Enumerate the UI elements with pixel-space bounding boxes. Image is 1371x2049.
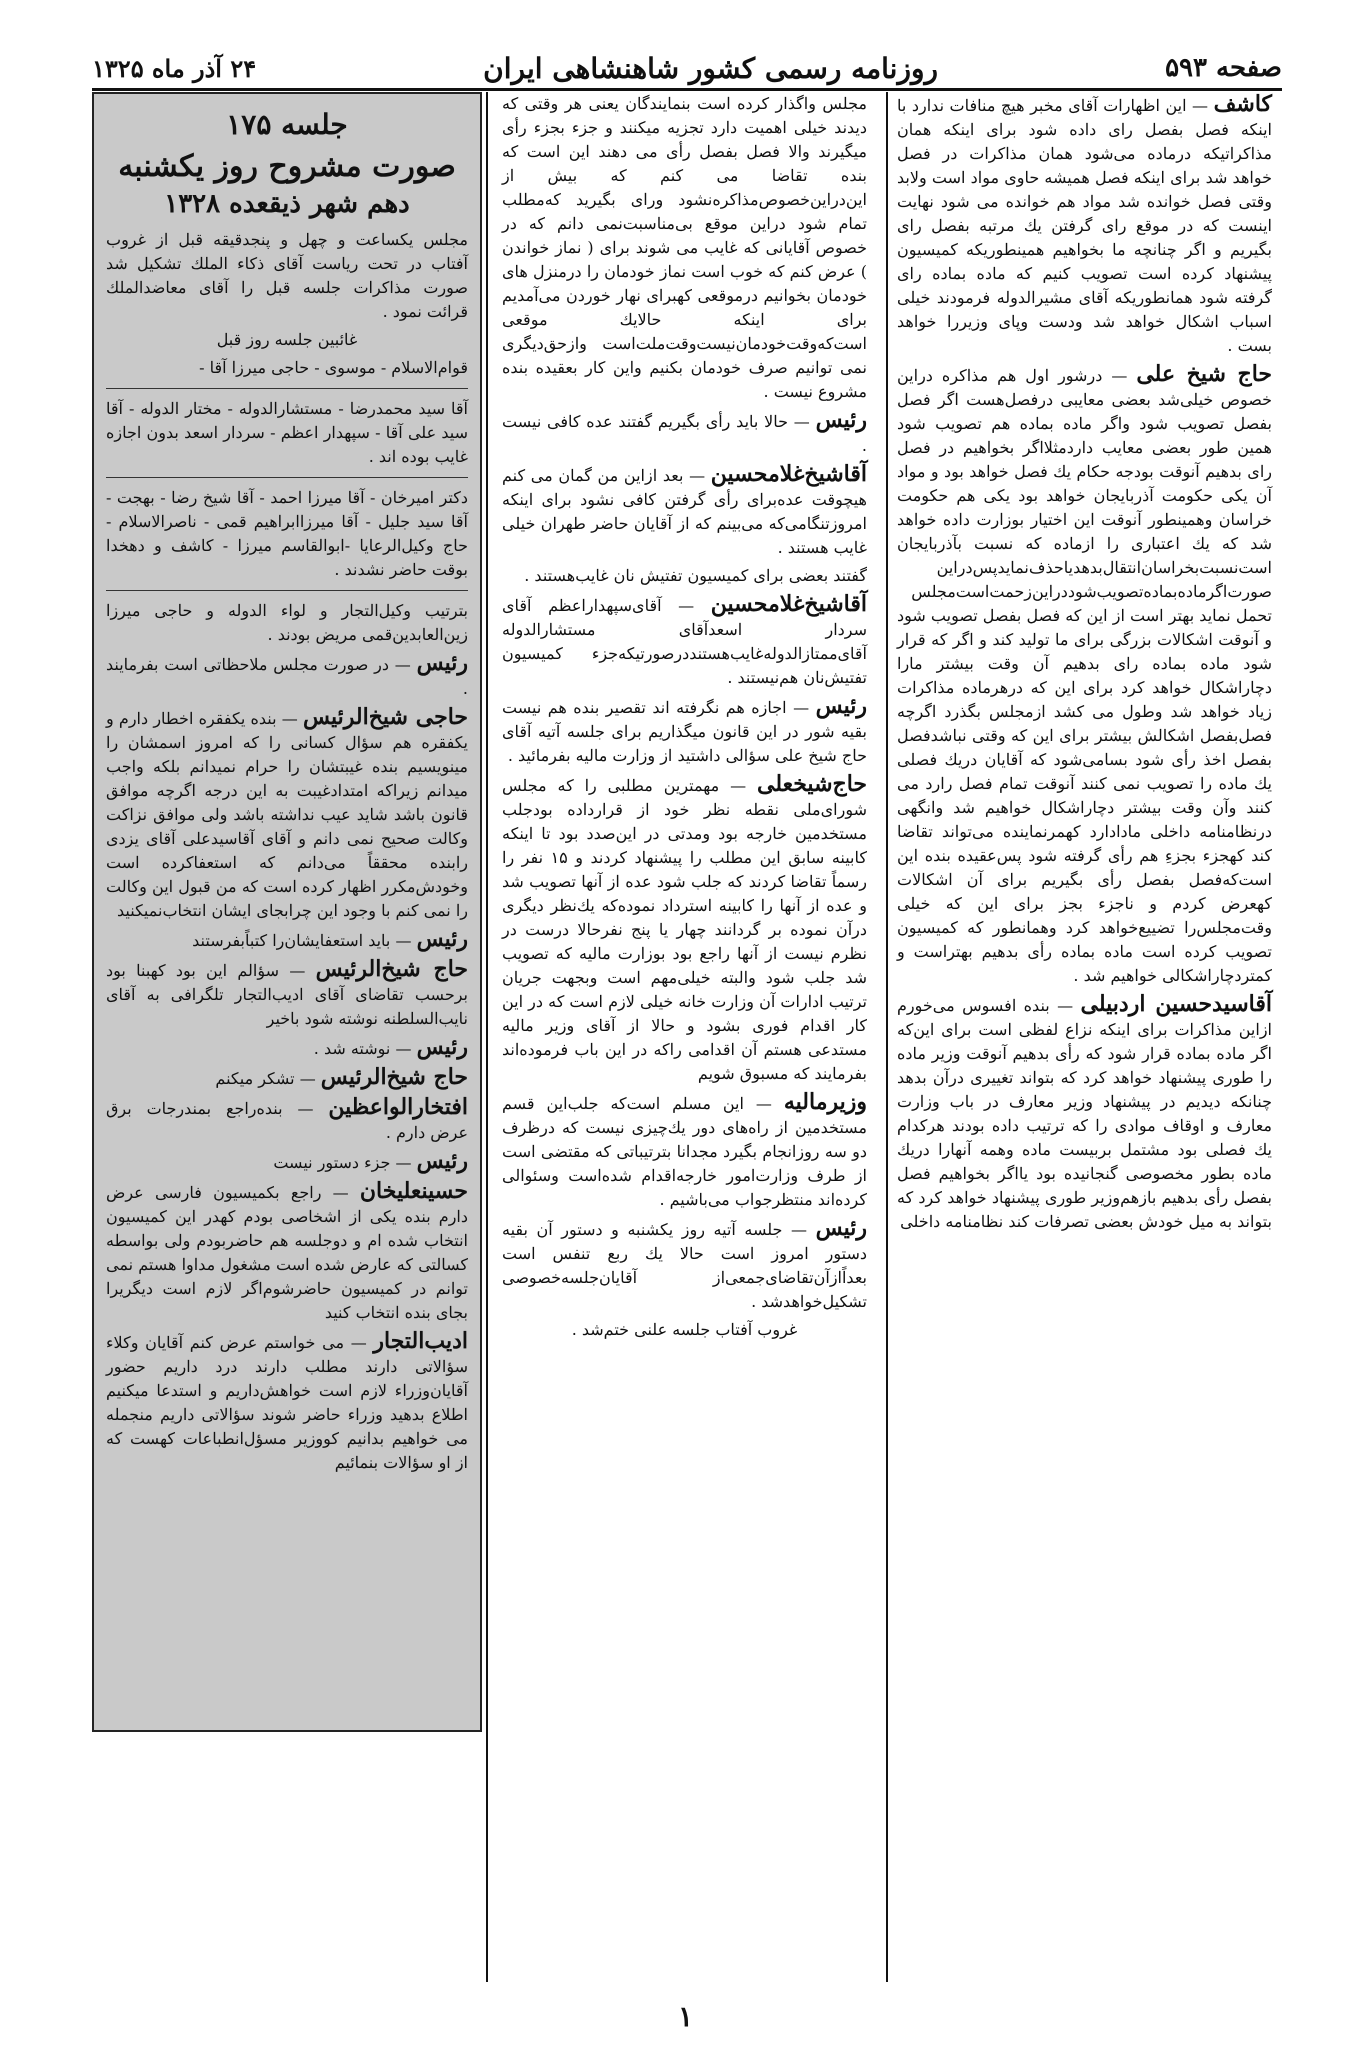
- middle-column: [492, 92, 877, 1982]
- paragraph: [502, 592, 867, 690]
- paragraph: [106, 1149, 468, 1175]
- columns: [92, 92, 1282, 1982]
- paragraph: [106, 927, 468, 953]
- speaker-name: رئیس: [815, 407, 867, 433]
- paragraph: مجلس واگذار کرده است بنمایندگان یعنی هر وقتی که دیدند خیلی اهمیت دارد تجزیه میکنند و جزء بجزء رأی میگیرند والا فصل بفصل رأی می دهند این است که بنده تقاضا می کنم که بیش از این‌دراین‌خصوص‌مذاکره‌نشود ورای بگیرید که‌مطلب تمام شود دراین موقع بی‌مناسبت‌نمی دانم که در خصوص آقایانی که غایب می شوند برای ( نماز خواندن ) عرض کنم که خوب است نماز خودمان را درمنزل های خودمان بخوانیم درموقعی کهبرای نهار خوردن می‌آمدیم برای اینکه حالایك موقعی است‌که‌وقت‌خودمان‌نیست‌وقت‌ملت‌است وازحق‌دیگری نمی توانیم صرف خودمان بکنیم واین کار بعقیده بنده مشروع نیست .: [502, 94, 868, 401]
- speaker-name: حسینعلیخان: [359, 1178, 468, 1204]
- session-number: جلسه ۱۷۵: [226, 108, 348, 141]
- issue-date: ۲۴ آذر ماه ۱۳۲۵: [92, 53, 257, 83]
- paragraph: [897, 362, 1272, 988]
- paragraph: [106, 651, 468, 701]
- speech-text: — جلسه آتیه روز یکشنبه و دستور آن بقیه دستور امروز است حالا یك ربع تنفس است بعداًازآن‌تقاضای‌جمعی‌از آقایان‌جلسه‌خصوصی تشکیل‌خواهدشد .: [502, 1220, 867, 1311]
- speech-text: — در صورت مجلس ملاحظاتی است بفرمایند .: [106, 655, 468, 698]
- speaker-name: حاجی شیخ‌الرئیس: [302, 704, 469, 730]
- absent-list: قوام‌الاسلام - موسوی - حاجی میرزا آقا -: [199, 358, 468, 377]
- speaker-name: حاج شیخ‌الرئیس: [320, 1064, 468, 1090]
- divider: [106, 477, 468, 478]
- paragraph: [502, 772, 867, 1086]
- speech-text: — درشور اول هم مذاکره دراین خصوص خیلی‌شد بعضی معایبی درفصل‌هست اگر فصل بفصل تصویب شود واگر ماده بماده هم تصویب شود همین طور بعضی معایب داردمثلااگر بخواهیم در فصل رای بدهیم آنوقت بودجه حکام یك فصل خواهد بود و مواد آن یکی حکومت آذربایجان خواهد بود یکی هم حکومت خراسان وهمینطور آنوقت این اختیار بوزارت داده خواهد شد که یك اعتباری را ازماده که نسبت بآذربایجان است‌نسبت‌بخراسان‌انتقال‌بدهدیاحذف‌نماید‌پس‌دراین صورت‌اگرماده‌بماده‌تصویب‌شوددراین‌زحمت‌است‌مجلس تحمل نماید بهتر است از این که فصل بفصل تصویب شود و آنوقت اشکالات بزرگی برای ما تولید کند و اگر که قرار شود ماده بماده رای بدهیم آن وقت بیشتر مارا دچاراشکال خواهد کرد برای این که درهرماده مذاکرات زیاد خواهد شد وطول می کشد ازمجلس بگذرد اگرچه فصل‌بفصل اشکالش بیشتر برای این که وقتی نباشدفصل بفصل اخذ رأی شود بسامی‌شود که آقایان دریك فصلی یك ماده را تصویب نمی کنند آنوقت تمام فصل رارد می کنند وآن وقت بیشتر دچاراشکال خواهیم شد وانگهی درنظامنامه داخلی مادادارد کهمرنماینده می‌تواند تقاضا کند کهجزء بجزءِ هم رأی گرفته شود پس‌عقیده بنده این است‌که‌فصل بفصل رأی بگیریم برای آن اشکالات کهعرض کردم و ناجزء بجز برای این که خیلی وقت‌مجلس‌را تضییع‌خواهد کرد وهمانطور که کمیسیون تصویب کرده است ماده بماده رأی بدهیم بهتراست و کمتردچاراشکالی خواهیم شد .: [897, 366, 1272, 985]
- paragraph: [897, 92, 1272, 358]
- paragraph: [502, 408, 867, 458]
- speaker-name: افتخارالواعظین: [328, 1094, 469, 1120]
- session-date: دهم شهر ذیقعده ۱۳۲۸: [164, 189, 410, 219]
- speech-text: — راجع بکمیسیون فارسی عرض دارم بنده یکی از اشخاصی بودم کهدر این کمیسیون انتخاب شده ام و دوجلسه هم حاضربودم ولی بواسطه کسالتی که عارض شده است مشغول مداوا هستم نمی توانم در کمیسیون حاضرشوم‌اگر لازم است دیگریرا بجای بنده انتخاب کنید: [106, 1183, 468, 1322]
- paragraph: [106, 1179, 468, 1325]
- speaker-name: آقاشیخ‌غلامحسین: [710, 461, 867, 487]
- speaker-name: آقاسیدحسین اردبیلی: [1080, 991, 1273, 1017]
- speaker-name: ادیب‌التجار: [373, 1328, 468, 1354]
- speaker-name: رئیس: [416, 926, 468, 952]
- speaker-name: رئیس: [416, 1034, 468, 1060]
- speech-text: — بعد ازاین من گمان می کنم هیچوقت عده‌برای رأی گرفتن کافی نشود برای اینکه امروزتنگامی‌که می‌بینم که از آقایان حاضر طهران خیلی غایب هستند .: [502, 466, 867, 557]
- session-end-note: غروب آفتاب جلسه علنی ختم‌شد .: [571, 1320, 798, 1339]
- paragraph: گفتند بعضی برای کمیسیون تفتیش نان غایب‌هستند .: [524, 566, 867, 585]
- speech-text: — حالا باید رأی بگیریم گفتند عده کافی نیست .: [502, 412, 867, 455]
- paragraph: [106, 957, 468, 1031]
- speaker-name: حاج شیخ‌الرئیس: [315, 956, 469, 982]
- speaker-name: حاج‌شیخعلی: [757, 771, 868, 797]
- session-intro: مجلس یکساعت و چهل و پنجدقیقه قبل از غروب آفتاب در تحت ریاست آقای ذکاء الملك تشکیل شد صورت مذاکرات جلسه قبل را آقای معاضدالملك قرائت نمود .: [106, 230, 468, 321]
- absent-list: دکتر امیرخان - آقا میرزا احمد - آقا شیخ رضا - بهجت - آقا سید جلیل - آقا میرزاابراهیم قمی - ناصرالاسلام - حاج وکیل‌الرعایا -ابوالقاسم میرزا - کاشف و دهخدا بوقت حاضر نشدند .: [106, 488, 468, 579]
- speech-text: — این اظهارات آقای مخبر هیچ منافات ندارد با اینکه فصل بفصل رای داده شود برای اینکه همان مذاکراتیکه درماده می‌شود همان مذاکرات در فصل خواهد شد برای اینکه فصل همیشه حاوی مواد است ولابد وقتی فصل خوانده شد مواد هم خوانده می شود نهایت اینست که در موقع رای گرفتن یك مرتبه بفصل رای بگیریم و اگر چنانچه ما بخواهیم همینطوریکه کمیسیون پیشنهاد کرده است تصویب کنیم که ماده بماده رای گرفته شود همانطوریکه آقای مشیرالدوله فرمودند خیلی اسباب اشکال خواهد شد ودست وپای وزیررا خواهد بست .: [897, 96, 1272, 355]
- speaker-name: حاج شیخ علی: [1136, 361, 1273, 387]
- speech-text: — جزء دستور نیست: [273, 1153, 412, 1172]
- speech-text: — این مسلم است‌که جلب‌این قسم مستخدمین از راه‌های دور یك‌چیزی نیست که درظرف دو سه روزانجام بگیرد مجدانا بترتیباتی که مقتضی است از طرف وزارت‌امور خارجه‌اقدام شده‌است وسئوالی کرده‌اند منتظرجواب می‌باشیم .: [502, 1094, 867, 1209]
- page-number: ۱: [677, 2000, 694, 2033]
- speech-text: — تشکر میکنم: [215, 1069, 316, 1088]
- speaker-name: رئیس: [815, 693, 867, 719]
- speaker-name: کاشف: [1213, 92, 1272, 117]
- paragraph: [897, 992, 1272, 1234]
- speech-text: — سؤالم این بود کهبنا بود برحسب تقاضای آقای ادیب‌التجار تلگرافی به آقای نایب‌السلطنه نوشته شود باخیر: [106, 961, 468, 1028]
- speaker-name: رئیس: [416, 1148, 468, 1174]
- paragraph: [106, 1095, 468, 1145]
- paragraph: [502, 462, 867, 560]
- speech-text: — باید استعفایشان‌را کتباً‌بفرستند: [192, 931, 412, 950]
- speech-text: — می خواستم عرض کنم آقایان وکلاء سؤالاتی دارند مطلب دارند درد داریم حضور آقایان‌وزراء لازم است خواهش‌داریم و استدعا میکنیم اطلاع بدهید وزراء حاضر شوند سؤالاتی داریم منجمله می خواهیم بدانیم کووزیر مسؤل‌انطباعات کهست که از او سؤالات بنمائیم: [106, 1333, 468, 1472]
- speech-text: — بنده افسوس می‌خورم ازاین مذاکرات برای اینکه نزاع لفظی است برای این‌که اگر ماده بماده قرار شود که رأی بدهیم آنوقت وزیر ماده را طوری پیشنهاد خواهد کرد که بتواند تغییری درآن بدهد چنانکه دیدیم در پیشنهاد وزیر معارف در باب وزارت معارف و اوقاف موادی را که ترتیب داده بودند هرکدام یك فصلی بود مشتمل بربیست ماده وهمه آنهارا دریك ماده بطور مخصوصی گنجانیده بود یااگر بخواهیم فصل بفصل رأی بدهیم بازهم‌وزیر طوری پیشنهاد خواهد کرد که بتواند به میل خودش بعضی تصرفات کند نظامنامه داخلی: [897, 996, 1273, 1231]
- speech-text: — بنده یکفقره اخطار دارم و یکفقره هم سؤال کسانی را که امروز اسمشان را مینویسیم بنده غیبتشان را حرام نمیدانم بلکه واجب میدانم زیراکه امتدادغیبت به این درجه اگرچه موافق قانون باشد شاید عیب نداشته باشد ولی موافق نزاکت وکالت صحیح نمی دانم و آقای آقاسیدعلی آقای یزدی رابنده محققاً می‌دانم که استعفاکرده است وخودش‌مکرر اظهار کرده است که من قبول این وکالت را نمی کنم با وجود این چرابجای ایشان انتخاب‌نمیکنید: [106, 709, 468, 920]
- speech-text: — اجازه هم نگرفته اند تقصیر بنده هم نیست بقیه شور در این قانون میگذاریم برای جلسه آتیه آقای حاج شیخ علی سؤالی داشتید از وزارت مالیه بفرمائید .: [502, 698, 867, 765]
- right-column: [887, 92, 1282, 1982]
- page-label: صفحه ۵۹۳: [1165, 53, 1282, 83]
- session-subtitle: صورت مشروح روز یکشنبه: [118, 149, 456, 184]
- page-header: [92, 48, 1282, 91]
- paragraph: [106, 1035, 468, 1061]
- speaker-name: وزیرمالیه: [783, 1089, 867, 1115]
- newspaper-title: روزنامه رسمی کشور شاهنشاهی ایران: [483, 51, 939, 85]
- paragraph: [106, 1329, 468, 1475]
- paragraph: [106, 1065, 468, 1091]
- speech-text: — نوشته شد .: [313, 1039, 412, 1058]
- paragraph: [106, 705, 468, 923]
- paragraph: [502, 1090, 867, 1212]
- session-box: [92, 92, 482, 1732]
- left-column: [92, 92, 482, 1982]
- divider: [106, 590, 468, 591]
- absent-heading: غائبین جلسه روز قبل: [216, 330, 358, 349]
- absent-list: آقا سید محمدرضا - مستشارالدوله - مختار الدوله - آقا سید علی آقا - سپهدار اعظم - سردار اسعد بدون اجازه غایب بوده اند .: [106, 399, 468, 466]
- paragraph: [502, 694, 867, 768]
- speech-text: — بنده‌راجع بمندرجات برق عرض دارم .: [106, 1099, 468, 1142]
- paragraph: [502, 1216, 867, 1314]
- speaker-name: رئیس: [416, 650, 468, 676]
- speech-text: — مهمترین مطلبی را که مجلس شورای‌ملی نقطه نظر خود از قرارداده بودجلب مستخدمین خارجه بود ومدتی در این‌صدد بود تا اینکه کابینه سابق این مطلب را پیشنهاد کردند و ۱۵ نفر را رسماً تقاضا کردند که جلب شود عده از آنها تصویب شد و عده از آنها را کابینه استرداد نموده‌که یك‌نظر دیگری درآن نموده بر گردانند چهار یا پنج نفرحالا درست در نظرم نیست از آنها راجع بود بوزارت مالیه که تصویب شد جلب شود والبته خیلی‌مهم است وبجهت جریان ترتیب ادارات آن وزارت خانه خیلی لازم است که در این کار اقدام فوری بشود و حالا از آقای وزیر مالیه مستدعی هستم آن اقدامی راکه در این باب فرموده‌اند بفرمایند که مسبوق شویم: [502, 776, 868, 1083]
- speaker-name: رئیس: [815, 1215, 867, 1241]
- speaker-name: آقاشیخ‌غلامحسین: [710, 591, 867, 617]
- speech-text: — آقای‌سپهداراعظم آقای سردار اسعدآقای مستشارالدوله آقای‌ممتاز‌الدوله‌غایب‌هستند‌درصورتیکه‌جزء کمیسیون تفتیش‌نان هم‌نیستند .: [502, 596, 867, 687]
- absent-list: بترتیب وکیل‌التجار و لواء الدوله و حاجی میرزا زین‌العابدین‌قمی مریض بودند .: [106, 601, 468, 644]
- divider: [106, 388, 468, 389]
